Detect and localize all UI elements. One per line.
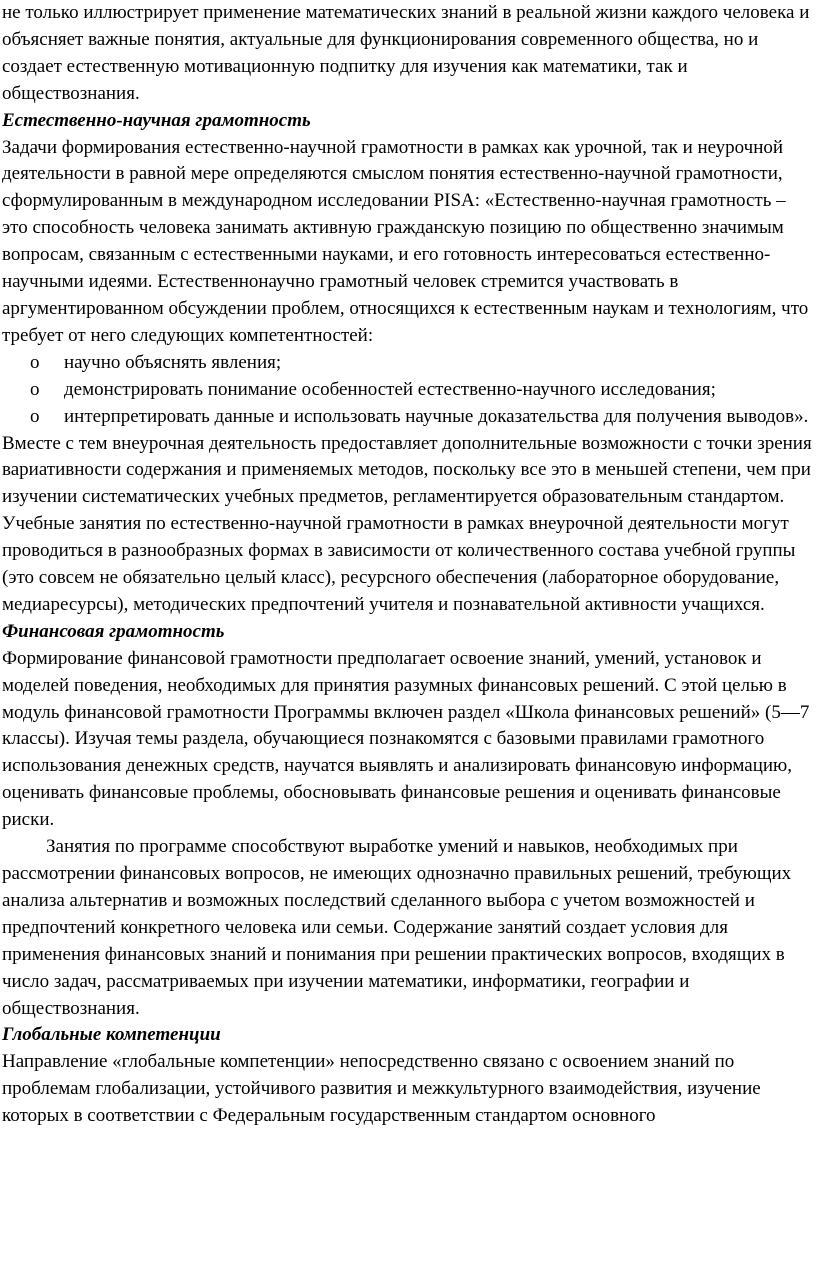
bullet-marker: o bbox=[30, 351, 40, 373]
list-item bbox=[30, 377, 814, 404]
paragraph-financial-skills: Занятия по программе способствуют выработке умений и навыков, необходимых при рассмотрении финансовых вопросов, не имеющих однозначно правильных решений, требующих анализа альтернатив и возможных последствий сделанного выбора с учетом возможностей и предпочтений конкретного человека или семьи. Содержание занятий создает условия для применения финансовых знаний и понимания при решении практических вопросов, входящих в число задач, рассматриваемых при изучении математики, информатики, географии и обществознания. bbox=[2, 836, 792, 1019]
paragraph-science-pisa: Задачи формирования естественно-научной грамотности в рамках как урочной, так и неурочной деятельности в равной мере определяются смыслом понятия естественно-научной грамотности, сформулированным в международном исследовании PISA: «Естественно-научная грамотность – это способность человека занимать активную гражданскую позицию по общественно значимым вопросам, связанным с естественными науками, и его готовность интересоваться естественно-научными идеями. Естественнонаучно грамотный человек стремится участвовать в аргументированном обсуждении проблем, относящихся к естественным наукам и технологиям, что требует от него следующих компетентностей: bbox=[2, 136, 809, 346]
paragraph-global-competencies: Направление «глобальные компетенции» непосредственно связано с освоением знаний по проблемам глобализации, устойчивого развития и межкультурного взаимодействия, изучение которых в соответствии с Федеральным государственным стандартом основного bbox=[2, 1051, 761, 1127]
list-item bbox=[30, 350, 814, 377]
heading-science-literacy: Естественно-научная грамотность bbox=[2, 109, 311, 131]
list-item-text: интерпретировать данные и использовать научные доказательства для получения выводов». bbox=[64, 405, 809, 427]
list-item-text: демонстрировать понимание особенностей естественно-научного исследования; bbox=[64, 378, 716, 400]
bullet-marker: o bbox=[30, 378, 40, 400]
paragraph-financial-decisions: Формирование финансовой грамотности предполагает освоение знаний, умений, установок и моделей поведения, необходимых для принятия разумных финансовых решений. С этой целью в модуль финансовой грамотности Программы включен раздел «Школа финансовых решений» (5—7 классы). Изучая темы раздела, обучающиеся познакомятся с базовыми правилами грамотного использования денежных средств, научатся выявлять и анализировать финансовую информацию, оценивать финансовые проблемы, обосновывать финансовые решения и оценивать финансовые риски. bbox=[2, 647, 810, 831]
competencies-list bbox=[2, 350, 814, 431]
paragraph-math-motivation: не только иллюстрирует применение математических знаний в реальной жизни каждого человека и объясняет важные понятия, актуальные для функционирования современного общества, но и создает естественную мотивационную подпитку для изучения как математики, так и обществознания. bbox=[2, 2, 810, 104]
list-item-text: научно объяснять явления; bbox=[64, 351, 282, 373]
heading-global-competencies: Глобальные компетенции bbox=[2, 1024, 221, 1046]
list-item bbox=[30, 404, 814, 431]
bullet-marker: o bbox=[30, 405, 40, 427]
paragraph-extracurricular: Вместе с тем внеурочная деятельность предоставляет дополнительные возможности с точки зрения вариативности содержания и применяемых методов, поскольку все это в меньшей степени, чем при изучении систематических учебных предметов, регламентируется образовательным стандартом. Учебные занятия по естественно-научной грамотности в рамках внеурочной деятельности могут проводиться в разнообразных формах в зависимости от количественного состава учебной группы (это совсем не обязательно целый класс), ресурсного обеспечения (лабораторное оборудование, медиаресурсы), методических предпочтений учителя и познавательной активности учащихся. bbox=[2, 432, 812, 615]
heading-financial-literacy: Финансовая грамотность bbox=[2, 620, 225, 642]
